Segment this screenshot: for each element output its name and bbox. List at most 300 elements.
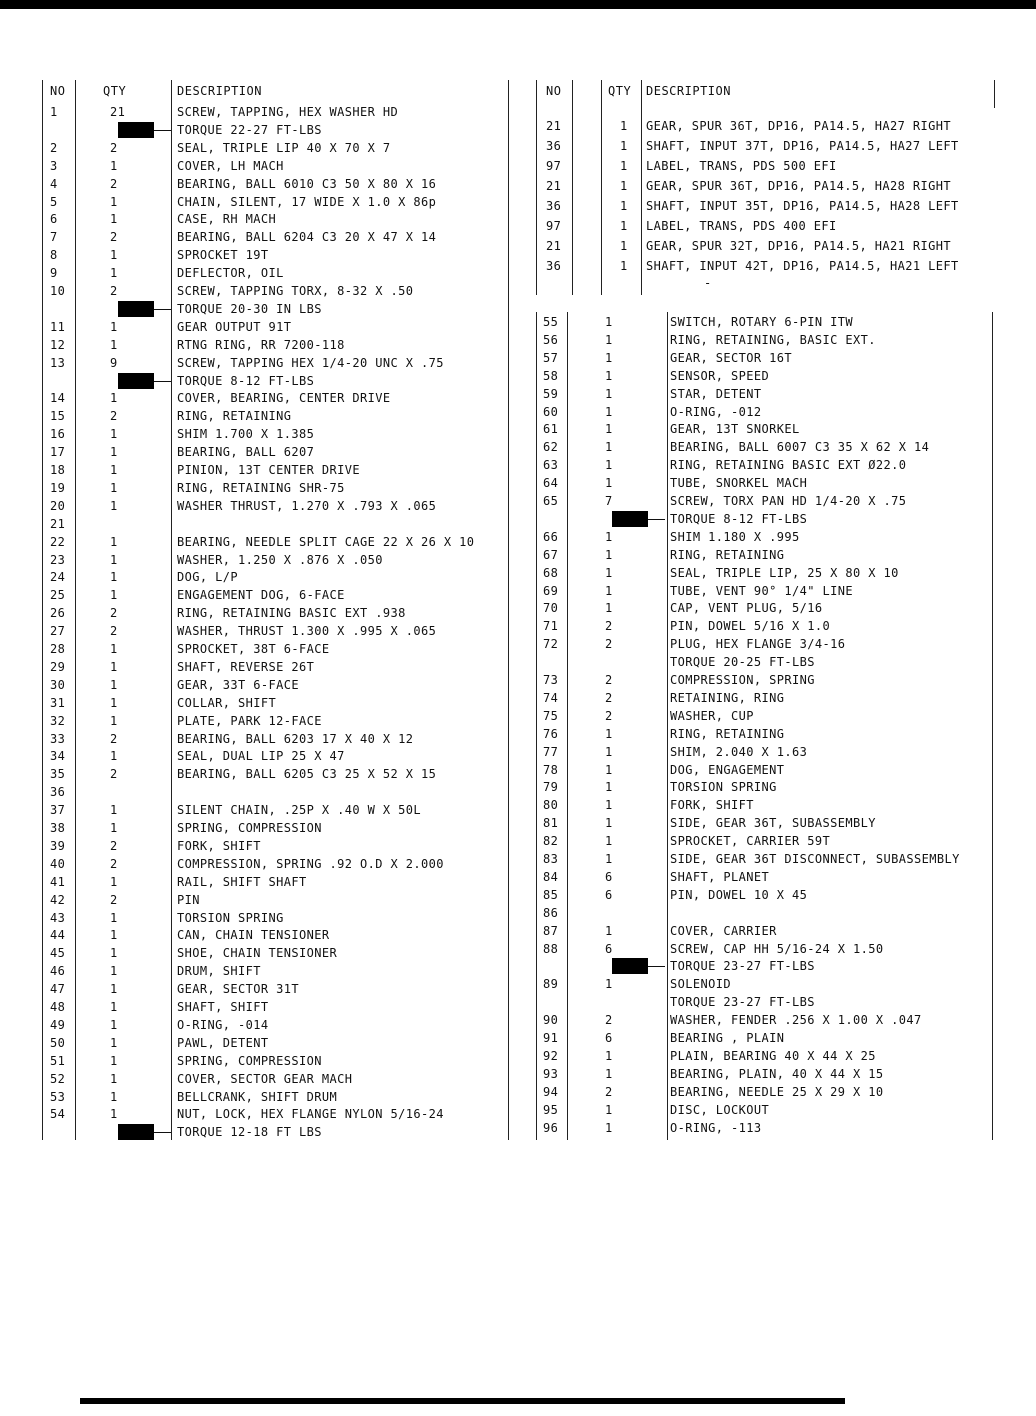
part-quantity: 1 [110, 964, 118, 979]
part-description: O-RING, -014 [177, 1017, 269, 1032]
part-description: RING, RETAINING [670, 547, 785, 562]
part-quantity: 1 [605, 476, 613, 491]
part-row [0, 257, 1036, 275]
part-number: 96 [543, 1120, 559, 1135]
part-row [0, 237, 1036, 255]
part-description: BEARING, BALL 6204 C3 20 X 47 X 14 [177, 230, 437, 245]
part-description: GEAR OUTPUT 91T [177, 319, 292, 334]
part-quantity: 1 [605, 422, 613, 437]
part-number: 2 [50, 140, 58, 155]
part-description: RING, RETAINING [177, 409, 292, 424]
part-quantity: 1 [110, 803, 118, 818]
part-number: 8 [50, 248, 58, 263]
part-quantity: 1 [110, 498, 118, 513]
part-quantity: 2 [605, 673, 613, 687]
part-quantity: 1 [620, 259, 628, 273]
part-number: 18 [50, 463, 66, 477]
part-description: PINION, 13T CENTER DRIVE [177, 463, 360, 477]
part-row [0, 904, 1036, 922]
part-number: 90 [543, 1013, 559, 1028]
part-quantity: 1 [110, 212, 118, 227]
part-quantity: 2 [605, 708, 613, 723]
part-number: 25 [50, 588, 66, 603]
part-description: SHAFT, INPUT 37T, DP16, PA14.5, HA27 LEFT [646, 139, 959, 153]
part-description: SHAFT, PLANET [670, 869, 770, 884]
part-description: FORK, SHIFT [177, 838, 261, 853]
part-quantity: 1 [110, 194, 118, 209]
part-number: 19 [50, 480, 66, 495]
part-description: SHOE, CHAIN TENSIONER [177, 946, 338, 961]
part-row [0, 546, 1036, 564]
torque-note-text: TORQUE 20-25 FT-LBS [670, 655, 815, 670]
part-number: 67 [543, 547, 559, 562]
part-description: RAIL, SHIFT SHAFT [177, 874, 307, 889]
part-quantity: 1 [605, 977, 613, 992]
part-description: RING, RETAINING BASIC EXT .938 [177, 606, 406, 621]
part-number: 5 [50, 194, 58, 209]
part-row [0, 725, 1036, 743]
part-description: TUBE, SNORKEL MACH [670, 476, 808, 491]
part-number: 70 [543, 601, 559, 616]
part-number: 50 [50, 1035, 66, 1050]
part-quantity: 1 [110, 1107, 118, 1122]
part-number: 56 [543, 332, 559, 347]
part-number: 12 [50, 337, 66, 352]
part-quantity: 1 [110, 713, 118, 728]
part-number: 77 [543, 744, 559, 759]
part-quantity: 1 [110, 1053, 118, 1068]
part-quantity: 1 [605, 547, 613, 562]
torque-spec-text: TORQUE 20-30 IN LBS [177, 301, 322, 316]
part-quantity: 2 [110, 731, 118, 746]
part-description: ENGAGEMENT DOG, 6-FACE [177, 588, 345, 603]
part-row [0, 217, 1036, 235]
part-quantity: 1 [110, 695, 118, 710]
part-description: BEARING, BALL 6203 17 X 40 X 12 [177, 731, 414, 746]
part-number: 21 [50, 516, 66, 531]
part-description: O-RING, -012 [670, 404, 762, 419]
part-quantity: 1 [110, 928, 118, 943]
right-header-qty: QTY [608, 84, 632, 98]
part-quantity: 2 [110, 856, 118, 871]
part-quantity: 1 [620, 159, 628, 173]
part-number: 15 [50, 409, 66, 424]
part-row [0, 420, 1036, 438]
part-number: 23 [50, 552, 66, 567]
part-number: 21 [546, 179, 562, 193]
part-description: FORK, SHIFT [670, 798, 754, 813]
part-row [0, 743, 1036, 761]
part-row [0, 177, 1036, 195]
torque-callout-marker [612, 958, 648, 974]
part-quantity: 1 [110, 463, 118, 477]
part-row [0, 385, 1036, 403]
part-quantity: 1 [110, 1000, 118, 1014]
part-number: 36 [546, 199, 562, 213]
part-number: 87 [543, 923, 559, 938]
part-number: 81 [543, 816, 559, 831]
right-top-trailing-mark: - [704, 276, 712, 290]
part-quantity: 1 [110, 910, 118, 925]
part-quantity: 1 [110, 391, 118, 406]
part-number: 57 [543, 350, 559, 365]
part-description: SPROCKET 19T [177, 248, 269, 263]
part-quantity: 1 [620, 219, 628, 233]
part-description: SEAL, TRIPLE LIP, 25 X 80 X 10 [670, 565, 899, 580]
part-quantity: 6 [605, 887, 613, 902]
part-quantity: 1 [110, 659, 118, 674]
part-number: 65 [543, 494, 559, 508]
part-number: 27 [50, 624, 66, 639]
part-description: GEAR, SECTOR 31T [177, 982, 299, 997]
part-number: 61 [543, 422, 559, 437]
part-row [0, 456, 1036, 474]
part-row [0, 367, 1036, 385]
part-quantity: 1 [110, 337, 118, 352]
part-number: 1 [50, 105, 58, 119]
part-quantity: 1 [110, 982, 118, 997]
part-description: GEAR, SPUR 36T, DP16, PA14.5, HA28 RIGHT [646, 179, 951, 193]
part-quantity: 1 [605, 726, 613, 741]
part-quantity: 1 [110, 248, 118, 263]
part-description: NUT, LOCK, HEX FLANGE NYLON 5/16-24 [177, 1107, 444, 1122]
part-description: SCREW, TAPPING TORX, 8-32 X .50 [177, 284, 414, 298]
part-description: BEARING, BALL 6010 C3 50 X 80 X 16 [177, 176, 437, 191]
part-quantity: 2 [110, 284, 118, 298]
part-number: 49 [50, 1017, 66, 1032]
part-quantity: 1 [605, 1120, 613, 1135]
part-description: WASHER, FENDER .256 X 1.00 X .047 [670, 1013, 922, 1028]
torque-spec-text: TORQUE 12-18 FT LBS [177, 1125, 322, 1140]
part-row [0, 582, 1036, 600]
part-quantity: 1 [110, 570, 118, 585]
part-number: 66 [543, 529, 559, 544]
part-quantity: 1 [110, 1017, 118, 1032]
part-description: LABEL, TRANS, PDS 500 EFI [646, 159, 837, 173]
part-row [0, 599, 1036, 617]
part-row [0, 975, 1036, 993]
part-number: 86 [543, 905, 559, 920]
part-description: DISC, LOCKOUT [670, 1102, 770, 1117]
part-number: 52 [50, 1071, 66, 1086]
part-number: 30 [50, 677, 66, 692]
part-description: CASE, RH MACH [177, 212, 277, 227]
part-quantity: 1 [605, 368, 613, 383]
part-quantity: 1 [605, 923, 613, 938]
part-row [0, 1119, 1036, 1137]
part-description: TORSION SPRING [670, 780, 777, 795]
part-number: 22 [50, 534, 66, 549]
part-number: 31 [50, 695, 66, 710]
part-description: DOG, ENGAGEMENT [670, 762, 785, 777]
part-description: SHAFT, SHIFT [177, 1000, 269, 1014]
part-quantity: 1 [110, 534, 118, 549]
part-row [0, 528, 1036, 546]
part-number: 55 [543, 315, 559, 329]
part-number: 6 [50, 212, 58, 227]
part-number: 21 [546, 239, 562, 253]
part-number: 82 [543, 834, 559, 849]
part-description: PIN, DOWEL 10 X 45 [670, 887, 808, 902]
part-description: SILENT CHAIN, .25P X .40 W X 50L [177, 803, 421, 818]
part-number: 68 [543, 565, 559, 580]
part-row [0, 635, 1036, 653]
part-number: 97 [546, 219, 562, 233]
part-description: SIDE, GEAR 36T DISCONNECT, SUBASSEMBLY [670, 852, 960, 866]
part-quantity: 1 [605, 458, 613, 473]
part-description: SHIM 1.700 X 1.385 [177, 427, 315, 442]
part-description: SPRING, COMPRESSION [177, 1053, 322, 1068]
part-row [0, 922, 1036, 940]
part-description: SCREW, TORX PAN HD 1/4-20 X .75 [670, 494, 907, 508]
part-description: COVER, LH MACH [177, 158, 284, 173]
part-number: 84 [543, 869, 559, 884]
part-number: 63 [543, 458, 559, 473]
part-description: WASHER, 1.250 X .876 X .050 [177, 552, 383, 567]
torque-leader-line [154, 309, 171, 310]
part-row [0, 868, 1036, 886]
part-quantity: 1 [605, 315, 613, 329]
part-row [0, 313, 1036, 331]
part-number: 36 [50, 785, 66, 800]
part-number: 9 [50, 266, 58, 281]
part-number: 62 [543, 440, 559, 455]
part-number: 41 [50, 874, 66, 889]
part-description: PIN, DOWEL 5/16 X 1.0 [670, 619, 831, 634]
left-header-description: DESCRIPTION [177, 84, 262, 98]
left-header-qty: QTY [103, 84, 127, 98]
part-number: 94 [543, 1084, 559, 1099]
part-quantity: 1 [605, 1102, 613, 1117]
part-row [0, 617, 1036, 635]
part-description: TORSION SPRING [177, 910, 284, 925]
part-number: 33 [50, 731, 66, 746]
part-number: 60 [543, 404, 559, 419]
part-quantity: 1 [110, 266, 118, 281]
part-number: 24 [50, 570, 66, 585]
part-quantity: 1 [110, 749, 118, 764]
part-quantity: 1 [605, 1048, 613, 1063]
part-number: 79 [543, 780, 559, 795]
part-quantity: 2 [110, 606, 118, 621]
part-row [0, 1047, 1036, 1065]
part-description: PIN [177, 892, 200, 907]
part-quantity: 1 [605, 565, 613, 580]
part-quantity: 1 [605, 798, 613, 813]
part-row [0, 117, 1036, 135]
part-description: GEAR, SPUR 36T, DP16, PA14.5, HA27 RIGHT [646, 119, 951, 133]
part-number: 3 [50, 158, 58, 173]
part-row [0, 886, 1036, 904]
part-description: GEAR, SECTOR 16T [670, 350, 792, 365]
part-description: SCREW, CAP HH 5/16-24 X 1.50 [670, 941, 884, 956]
part-row [0, 850, 1036, 868]
part-description: SHAFT, INPUT 42T, DP16, PA14.5, HA21 LEFT [646, 259, 959, 273]
part-description: GEAR, 13T SNORKEL [670, 422, 800, 437]
part-number: 45 [50, 946, 66, 961]
part-number: 11 [50, 319, 66, 334]
part-description: COVER, BEARING, CENTER DRIVE [177, 391, 391, 406]
left-header-no: NO [50, 84, 66, 98]
part-number: 7 [50, 230, 58, 245]
part-number: 80 [543, 798, 559, 813]
part-description: BEARING, NEEDLE 25 X 29 X 10 [670, 1084, 884, 1099]
part-number: 17 [50, 445, 66, 460]
part-description: BEARING, BALL 6205 C3 25 X 52 X 15 [177, 767, 437, 782]
part-row [0, 814, 1036, 832]
part-description: WASHER, THRUST 1.300 X .995 X .065 [177, 624, 437, 639]
part-description: COVER, SECTOR GEAR MACH [177, 1071, 353, 1086]
part-quantity: 2 [110, 140, 118, 155]
part-description: RING, RETAINING SHR-75 [177, 480, 345, 495]
part-quantity: 6 [605, 941, 613, 956]
part-row [0, 778, 1036, 796]
part-quantity: 1 [110, 677, 118, 692]
part-description: BEARING, BALL 6007 C3 35 X 62 X 14 [670, 440, 930, 455]
part-number: 26 [50, 606, 66, 621]
part-quantity: 1 [605, 404, 613, 419]
part-row [0, 349, 1036, 367]
part-quantity: 1 [605, 816, 613, 831]
part-number: 89 [543, 977, 559, 992]
part-description: COMPRESSION, SPRING .92 O.D X 2.000 [177, 856, 444, 871]
part-number: 44 [50, 928, 66, 943]
part-number: 71 [543, 619, 559, 634]
part-number: 28 [50, 642, 66, 656]
part-description: DOG, L/P [177, 570, 238, 585]
part-quantity: 1 [110, 1035, 118, 1050]
part-description: BELLCRANK, SHIFT DRUM [177, 1089, 338, 1104]
part-description: SCREW, TAPPING HEX 1/4-20 UNC X .75 [177, 355, 444, 370]
part-description: CAN, CHAIN TENSIONER [177, 928, 330, 943]
part-description: SEAL, DUAL LIP 25 X 47 [177, 749, 345, 764]
part-quantity: 1 [605, 601, 613, 616]
part-quantity: 2 [110, 230, 118, 245]
torque-leader-line [648, 966, 665, 967]
part-number: 37 [50, 803, 66, 818]
part-row [0, 403, 1036, 421]
part-number: 73 [543, 673, 559, 687]
part-quantity: 1 [110, 874, 118, 889]
part-number: 39 [50, 838, 66, 853]
part-quantity: 2 [110, 838, 118, 853]
part-description: CHAIN, SILENT, 17 WIDE X 1.0 X 86p [177, 194, 437, 209]
part-row [0, 832, 1036, 850]
part-number: 21 [546, 119, 562, 133]
part-description: GEAR, 33T 6-FACE [177, 677, 299, 692]
part-number: 85 [543, 887, 559, 902]
part-description: COVER, CARRIER [670, 923, 777, 938]
part-description: SPRING, COMPRESSION [177, 821, 322, 835]
part-description: O-RING, -113 [670, 1120, 762, 1135]
part-description: SEAL, TRIPLE LIP 40 X 70 X 7 [177, 140, 391, 155]
part-quantity: 1 [605, 762, 613, 777]
part-quantity: 1 [110, 319, 118, 334]
part-number: 4 [50, 176, 58, 191]
part-quantity: 2 [605, 1013, 613, 1028]
part-quantity: 2 [605, 690, 613, 705]
part-number: 93 [543, 1066, 559, 1081]
right-header-no: NO [546, 84, 562, 98]
part-number: 36 [546, 259, 562, 273]
part-description: WASHER THRUST, 1.270 X .793 X .065 [177, 498, 437, 513]
part-description: SHIM 1.180 X .995 [670, 529, 800, 544]
part-description: GEAR, SPUR 32T, DP16, PA14.5, HA21 RIGHT [646, 239, 951, 253]
part-row [0, 689, 1036, 707]
part-number: 51 [50, 1053, 66, 1068]
part-description: SOLENOID [670, 977, 731, 992]
part-number: 34 [50, 749, 66, 764]
part-quantity: 1 [110, 552, 118, 567]
part-number: 43 [50, 910, 66, 925]
part-quantity: 1 [605, 350, 613, 365]
part-description: SPROCKET, CARRIER 59T [670, 834, 831, 849]
part-number: 74 [543, 690, 559, 705]
part-number: 92 [543, 1048, 559, 1063]
part-quantity: 6 [605, 869, 613, 884]
part-row [0, 796, 1036, 814]
part-quantity: 1 [605, 440, 613, 455]
part-number: 72 [543, 637, 559, 652]
part-number: 95 [543, 1102, 559, 1117]
part-row [0, 492, 1036, 510]
part-quantity: 1 [605, 332, 613, 347]
part-number: 32 [50, 713, 66, 728]
part-description: RING, RETAINING [670, 726, 785, 741]
part-description: SENSOR, SPEED [670, 368, 770, 383]
part-description: BEARING, NEEDLE SPLIT CAGE 22 X 26 X 10 [177, 534, 475, 549]
part-number: 36 [546, 139, 562, 153]
part-description: COLLAR, SHIFT [177, 695, 277, 710]
part-number: 10 [50, 284, 66, 298]
part-description: RING, RETAINING, BASIC EXT. [670, 332, 876, 347]
part-quantity: 1 [605, 744, 613, 759]
part-quantity: 1 [110, 588, 118, 603]
torque-note-text: TORQUE 23-27 FT-LBS [670, 995, 815, 1010]
part-description: BEARING, PLAIN, 40 X 44 X 15 [670, 1066, 884, 1081]
part-number: 20 [50, 498, 66, 513]
part-quantity: 2 [605, 637, 613, 652]
part-quantity: 2 [110, 892, 118, 907]
part-description: SHAFT, INPUT 35T, DP16, PA14.5, HA28 LEFT [646, 199, 959, 213]
part-quantity: 1 [605, 780, 613, 795]
part-quantity: 1 [110, 821, 118, 835]
part-quantity: 2 [110, 176, 118, 191]
part-quantity: 1 [110, 1089, 118, 1104]
part-row [0, 671, 1036, 689]
part-quantity: 2 [605, 619, 613, 634]
part-quantity: 2 [110, 767, 118, 782]
part-description: LABEL, TRANS, PDS 400 EFI [646, 219, 837, 233]
part-quantity: 2 [110, 409, 118, 424]
part-row [0, 438, 1036, 456]
right-top-border-right [994, 80, 995, 108]
part-description: CAP, VENT PLUG, 5/16 [670, 601, 823, 616]
torque-spec-text: TORQUE 23-27 FT-LBS [670, 959, 815, 974]
part-row [0, 1065, 1036, 1083]
part-row [0, 137, 1036, 155]
top-border-bar [0, 0, 1036, 9]
part-number: 58 [543, 368, 559, 383]
part-description: DRUM, SHIFT [177, 964, 261, 979]
part-quantity: 1 [110, 427, 118, 442]
part-description: PLATE, PARK 12-FACE [177, 713, 322, 728]
part-description: PAWL, DETENT [177, 1035, 269, 1050]
part-number: 48 [50, 1000, 66, 1014]
part-number: 38 [50, 821, 66, 835]
part-description: BEARING, BALL 6207 [177, 445, 315, 460]
part-description: SHIM, 2.040 X 1.63 [670, 744, 808, 759]
